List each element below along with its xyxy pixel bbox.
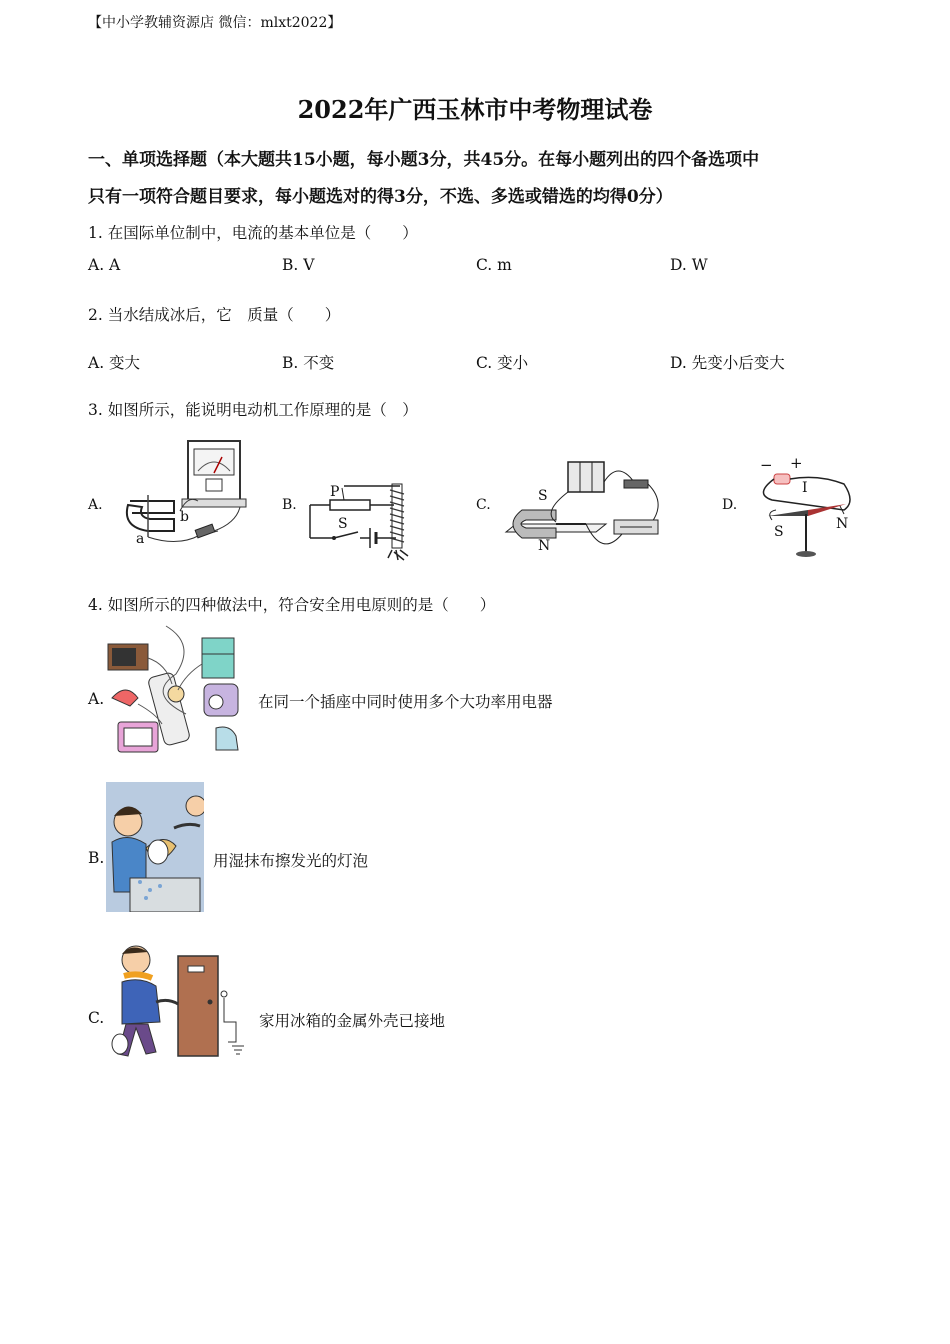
question-2-option-d: D. 先变小后变大 — [670, 354, 785, 372]
q3-figure-a — [118, 435, 248, 553]
question-2-option-a: A. 变大 — [88, 354, 141, 372]
question-4-option-b-text: 用湿抹布擦发光的灯泡 — [213, 852, 369, 870]
q3-figure-b-label: B. — [282, 497, 297, 513]
q3-figure-a-mark-a: a — [136, 531, 145, 547]
q3-figure-b-mark-s: S — [338, 516, 348, 532]
question-1-option-b: B. V — [282, 256, 315, 274]
question-2-option-b: B. 不变 — [282, 354, 335, 372]
question-4-stem: 4. 如图所示的四种做法中，符合安全用电原则的是（ ） — [88, 596, 496, 614]
header-note: 【中小学教辅资源店 微信：mlxt2022】 — [88, 15, 342, 31]
q3-figure-a-mark-b: b — [180, 509, 189, 525]
q4-option-b-illustration — [106, 782, 204, 912]
question-4-option-c-label: C. — [88, 1009, 105, 1027]
question-4-option-a-label: A. — [88, 690, 105, 708]
question-4-option-c-text: 家用冰箱的金属外壳已接地 — [259, 1012, 446, 1030]
section-heading-line-2: 只有一项符合题目要求，每小题选对的得3分，不选、多选或错选的均得0分） — [88, 187, 673, 207]
q3-figure-d-mark-i: I — [802, 480, 808, 496]
q3-figure-b-mark-p: P — [330, 484, 340, 500]
question-2-option-c: C. 变小 — [476, 354, 529, 372]
q3-figure-d-label: D. — [722, 497, 738, 513]
q3-figure-d-mark-n: N — [836, 516, 849, 532]
question-4-option-b-label: B. — [88, 849, 105, 867]
section-heading — [88, 142, 858, 216]
question-3-stem: 3. 如图所示，能说明电动机工作原理的是（ ） — [88, 401, 418, 419]
q3-figure-c-mark-s: S — [538, 488, 548, 504]
q3-figure-a-label: A. — [88, 497, 103, 513]
q4-option-c-illustration — [106, 942, 248, 1066]
section-heading-line-1: 一、单项选择题（本大题共15小题，每小题3分，共45分。在每小题列出的四个备选项中 — [88, 150, 760, 170]
question-1-option-a: A. A — [88, 256, 121, 274]
q3-figure-c-label: C. — [476, 497, 491, 513]
q3-figure-d-mark-s: S — [774, 524, 784, 540]
question-1-stem: 1. 在国际单位制中，电流的基本单位是（ ） — [88, 224, 418, 242]
question-1-option-d: D. W — [670, 256, 708, 274]
q3-figure-d-mark-plus: + — [790, 454, 803, 472]
q3-figure-c — [502, 452, 670, 562]
question-4-option-a-text: 在同一个插座中同时使用多个大功率用电器 — [258, 693, 553, 711]
page-title: 2022年广西玉林市中考物理试卷 — [297, 95, 653, 124]
q4-option-a-illustration — [106, 624, 248, 760]
q3-figure-d — [748, 454, 858, 564]
question-2-stem: 2. 当水结成冰后，它 质量（ ） — [88, 306, 341, 324]
q3-figure-d-mark-minus: − — [760, 456, 773, 474]
q3-figure-c-mark-n: N — [538, 538, 551, 554]
q3-figure-b — [304, 478, 420, 562]
question-1-option-c: C. m — [476, 256, 512, 274]
